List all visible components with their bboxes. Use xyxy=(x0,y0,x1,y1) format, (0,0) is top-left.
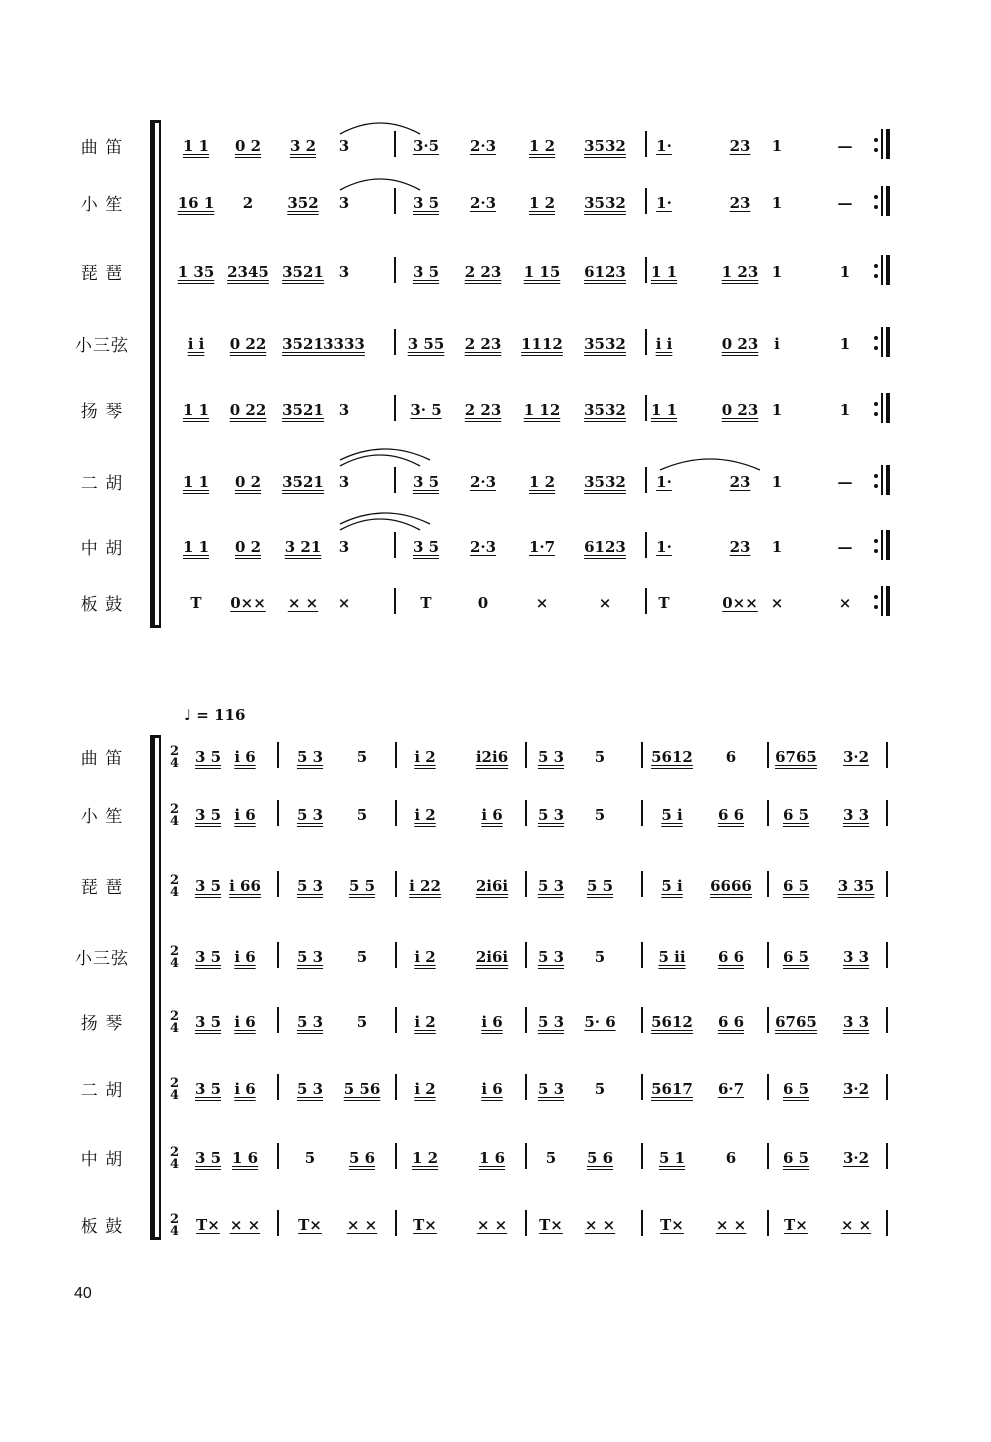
note-group: 1 xyxy=(839,335,851,353)
note-group: 6 6 xyxy=(717,1013,745,1031)
slur xyxy=(340,455,420,466)
note-group: 1· xyxy=(656,194,672,212)
note-group: i 6 xyxy=(234,1013,256,1031)
note-group: 0 2 xyxy=(234,137,262,155)
note-group: × × xyxy=(584,1216,616,1234)
note-group: 0 2 xyxy=(234,538,262,556)
note-group: 3 xyxy=(338,194,350,212)
note-group: 6 5 xyxy=(782,877,810,895)
note-group: 0×× xyxy=(722,594,758,612)
time-signature-bottom: 4 xyxy=(170,956,180,971)
note-group: 1· xyxy=(656,137,672,155)
note-group: 5· 6 xyxy=(584,1013,616,1031)
note-group: 3 5 xyxy=(194,806,222,824)
note-group: 5 xyxy=(594,806,606,824)
note-group: T× xyxy=(660,1216,684,1234)
note-group: 1·7 xyxy=(528,538,556,556)
note-group: 6 6 xyxy=(717,948,745,966)
note-group: 5 xyxy=(356,948,368,966)
note-group: 3·5 xyxy=(412,137,440,155)
note-group: 1 35 xyxy=(177,263,215,281)
note-group: 3532 xyxy=(584,194,626,212)
note-group: 5 3 xyxy=(537,748,565,766)
note-group: 6 5 xyxy=(782,1080,810,1098)
note-group: 3 3 xyxy=(842,948,870,966)
note-group: 0 23 xyxy=(721,401,759,419)
note-group: 6765 xyxy=(775,1013,817,1031)
note-group: 3 xyxy=(338,538,350,556)
instrument-label: 扬 琴 xyxy=(80,402,124,422)
note-group: 3 35 xyxy=(837,877,875,895)
time-signature-top: 2 xyxy=(170,1076,180,1091)
instrument-label: 中 胡 xyxy=(80,1150,124,1170)
note-group: 5 3 xyxy=(296,1080,324,1098)
note-group: 3532 xyxy=(584,137,626,155)
note-group: 1 2 xyxy=(528,137,556,155)
note-group: 6123 xyxy=(584,538,626,556)
time-signature-bottom: 4 xyxy=(170,1224,180,1239)
note-group: 6 6 xyxy=(717,806,745,824)
note-group: 5617 xyxy=(651,1080,693,1098)
note-group: T× xyxy=(196,1216,220,1234)
note-group: 5 3 xyxy=(296,948,324,966)
note-group: 1 1 xyxy=(182,473,210,491)
instrument-label: 小三弦 xyxy=(75,336,129,356)
note-group: i 66 xyxy=(229,877,261,895)
note-group: 1 6 xyxy=(231,1149,259,1167)
note-group: 3 5 xyxy=(412,263,440,281)
note-group: 1 xyxy=(771,538,783,556)
instrument-label: 板 鼓 xyxy=(80,1217,124,1237)
note-group: 3521 xyxy=(282,473,324,491)
note-group: i 2 xyxy=(414,748,436,766)
note-group: i 2 xyxy=(414,806,436,824)
time-signature-bottom: 4 xyxy=(170,756,180,771)
note-group: × × xyxy=(287,594,319,612)
note-group: 3 xyxy=(338,473,350,491)
note-group: 6 xyxy=(725,748,737,766)
note-group: 3 5 xyxy=(412,194,440,212)
instrument-label: 二 胡 xyxy=(80,474,124,494)
note-group: 5 xyxy=(356,1013,368,1031)
note-group: 3521 xyxy=(282,335,324,353)
note-group: × xyxy=(770,594,784,612)
instrument-label: 曲 笛 xyxy=(80,138,124,158)
note-group: 3532 xyxy=(584,335,626,353)
note-group: 5 xyxy=(304,1149,316,1167)
note-group: 5 i xyxy=(661,806,683,824)
note-group: 3·2 xyxy=(842,1149,870,1167)
note-group: 3 21 xyxy=(284,538,322,556)
note-group: × xyxy=(598,594,612,612)
instrument-label: 小 笙 xyxy=(80,807,124,827)
note-group: 3 55 xyxy=(407,335,445,353)
note-group: 2·3 xyxy=(469,538,497,556)
note-group: × × xyxy=(715,1216,747,1234)
note-group: i 6 xyxy=(234,748,256,766)
note-group: 3 5 xyxy=(194,748,222,766)
note-group: 3 xyxy=(338,263,350,281)
note-group: 1 1 xyxy=(182,538,210,556)
tempo-marking: ♩ = 116 xyxy=(184,706,246,724)
note-group: i 6 xyxy=(234,806,256,824)
note-group: i 2 xyxy=(414,948,436,966)
time-signature-top: 2 xyxy=(170,1212,180,1227)
instrument-label: 曲 笛 xyxy=(80,749,124,769)
note-group: 1 xyxy=(771,401,783,419)
note-group: × xyxy=(535,594,549,612)
note-group: 5612 xyxy=(651,748,693,766)
note-group: 1 15 xyxy=(523,263,561,281)
note-group: 5 56 xyxy=(343,1080,381,1098)
note-group: — xyxy=(837,137,853,155)
note-group: × xyxy=(838,594,852,612)
note-group: 1 2 xyxy=(411,1149,439,1167)
note-group: 3 xyxy=(338,401,350,419)
note-group: 6 xyxy=(725,1149,737,1167)
note-group: i i xyxy=(187,335,205,353)
note-group: 352 xyxy=(287,194,319,212)
note-group: — xyxy=(837,538,853,556)
note-group: 2 23 xyxy=(464,401,502,419)
time-signature-bottom: 4 xyxy=(170,885,180,900)
note-group: i2i6 xyxy=(475,748,509,766)
note-group: 5 i xyxy=(661,877,683,895)
note-group: 1 2 xyxy=(528,194,556,212)
note-group: T xyxy=(658,594,670,612)
instrument-label: 扬 琴 xyxy=(80,1014,124,1034)
note-group: 3 3 xyxy=(842,1013,870,1031)
note-group: 1 xyxy=(839,401,851,419)
note-group: 1 xyxy=(771,473,783,491)
note-group: 3532 xyxy=(584,401,626,419)
slur xyxy=(340,123,420,134)
note-group: 0×× xyxy=(230,594,266,612)
note-group: 5 xyxy=(356,748,368,766)
note-group: T× xyxy=(298,1216,322,1234)
instrument-label: 二 胡 xyxy=(80,1081,124,1101)
note-group: 1 xyxy=(771,194,783,212)
note-group: 0 23 xyxy=(721,335,759,353)
note-group: 5 3 xyxy=(296,806,324,824)
note-group: 1· xyxy=(656,538,672,556)
slur xyxy=(340,179,420,190)
note-group: 1112 xyxy=(521,335,563,353)
time-signature-top: 2 xyxy=(170,1145,180,1160)
note-group: 23 xyxy=(729,538,751,556)
slur xyxy=(340,519,420,530)
note-group: 1 1 xyxy=(650,263,678,281)
note-group: i 2 xyxy=(414,1080,436,1098)
time-signature-top: 2 xyxy=(170,1009,180,1024)
note-group: 3 5 xyxy=(412,473,440,491)
note-group: i 6 xyxy=(481,806,503,824)
note-group: 6·7 xyxy=(717,1080,745,1098)
note-group: T× xyxy=(784,1216,808,1234)
page-number: 40 xyxy=(74,1285,92,1302)
note-group: 1 xyxy=(771,263,783,281)
note-group: 5 3 xyxy=(537,1013,565,1031)
note-group: 3 5 xyxy=(194,877,222,895)
note-group: — xyxy=(837,194,853,212)
note-group: i 6 xyxy=(481,1013,503,1031)
note-group: 16 1 xyxy=(177,194,215,212)
note-group: 0 22 xyxy=(229,335,267,353)
note-group: × × xyxy=(346,1216,378,1234)
note-group: × xyxy=(337,594,351,612)
note-group: 2·3 xyxy=(469,473,497,491)
note-group: 2 23 xyxy=(464,263,502,281)
note-group: 1 1 xyxy=(182,401,210,419)
note-group: i 22 xyxy=(409,877,441,895)
note-group: 1 xyxy=(771,137,783,155)
note-group: 3521 xyxy=(282,263,324,281)
note-group: 5 3 xyxy=(537,948,565,966)
note-group: 5 xyxy=(356,806,368,824)
note-group: 3·2 xyxy=(842,1080,870,1098)
note-group: i i xyxy=(655,335,673,353)
note-group: 3333 xyxy=(323,335,365,353)
note-group: 6 5 xyxy=(782,806,810,824)
note-group: 0 xyxy=(477,594,489,612)
note-group: 2·3 xyxy=(469,137,497,155)
time-signature-bottom: 4 xyxy=(170,1088,180,1103)
note-group: 5 3 xyxy=(537,1080,565,1098)
time-signature-top: 2 xyxy=(170,944,180,959)
note-group: 5 6 xyxy=(348,1149,376,1167)
note-group: i 2 xyxy=(414,1013,436,1031)
note-group: 0 22 xyxy=(229,401,267,419)
note-group: T xyxy=(420,594,432,612)
note-group: 2i6i xyxy=(475,877,509,895)
note-group: 5 xyxy=(594,1080,606,1098)
note-group: i xyxy=(774,335,780,353)
time-signature-bottom: 4 xyxy=(170,1157,180,1172)
note-group: 3 5 xyxy=(194,948,222,966)
note-group: 3 5 xyxy=(194,1080,222,1098)
note-group: 3 xyxy=(338,137,350,155)
note-group: 2345 xyxy=(227,263,269,281)
note-group: 3 3 xyxy=(842,806,870,824)
note-group: 1 6 xyxy=(478,1149,506,1167)
note-group: 3· 5 xyxy=(410,401,442,419)
note-group: 5 3 xyxy=(296,877,324,895)
time-signature-bottom: 4 xyxy=(170,1021,180,1036)
slur xyxy=(660,459,760,470)
note-group: 6 5 xyxy=(782,948,810,966)
note-group: 5 5 xyxy=(348,877,376,895)
note-group: × × xyxy=(840,1216,872,1234)
note-group: 3·2 xyxy=(842,748,870,766)
note-group: 23 xyxy=(729,194,751,212)
instrument-label: 小 笙 xyxy=(80,195,124,215)
note-group: — xyxy=(837,473,853,491)
note-group: 6765 xyxy=(775,748,817,766)
note-group: 23 xyxy=(729,473,751,491)
note-group: 5 6 xyxy=(586,1149,614,1167)
note-group: 1 12 xyxy=(523,401,561,419)
note-group: 23 xyxy=(729,137,751,155)
note-group: 2 23 xyxy=(464,335,502,353)
note-group: T× xyxy=(413,1216,437,1234)
note-group: 3 5 xyxy=(412,538,440,556)
note-group: 6666 xyxy=(710,877,752,895)
note-group: 0 2 xyxy=(234,473,262,491)
note-group: i 6 xyxy=(234,1080,256,1098)
note-group: 1· xyxy=(656,473,672,491)
note-group: 5 3 xyxy=(537,806,565,824)
note-group: 5 5 xyxy=(586,877,614,895)
note-group: 3 5 xyxy=(194,1149,222,1167)
note-group: 3 5 xyxy=(194,1013,222,1031)
time-signature-top: 2 xyxy=(170,873,180,888)
note-group: 5 3 xyxy=(296,748,324,766)
note-group: i 6 xyxy=(234,948,256,966)
note-group: 1 2 xyxy=(528,473,556,491)
note-group: 2·3 xyxy=(469,194,497,212)
note-group: 2i6i xyxy=(475,948,509,966)
note-group: 5612 xyxy=(651,1013,693,1031)
note-group: 1 1 xyxy=(650,401,678,419)
note-group: i 6 xyxy=(481,1080,503,1098)
instrument-label: 小三弦 xyxy=(75,949,129,969)
note-group: 5 1 xyxy=(658,1149,686,1167)
note-group: T xyxy=(190,594,202,612)
note-group: 1 1 xyxy=(182,137,210,155)
instrument-label: 板 鼓 xyxy=(80,595,124,615)
time-signature-top: 2 xyxy=(170,802,180,817)
time-signature-top: 2 xyxy=(170,744,180,759)
note-group: 1 23 xyxy=(721,263,759,281)
note-group: 3 2 xyxy=(289,137,317,155)
note-group: × × xyxy=(476,1216,508,1234)
note-group: 6 5 xyxy=(782,1149,810,1167)
note-group: 5 xyxy=(594,748,606,766)
note-group: 5 xyxy=(594,948,606,966)
note-group: 6123 xyxy=(584,263,626,281)
instrument-label: 中 胡 xyxy=(80,539,124,559)
note-group: T× xyxy=(539,1216,563,1234)
note-group: 3521 xyxy=(282,401,324,419)
note-group: 5 3 xyxy=(296,1013,324,1031)
note-group: 5 ii xyxy=(658,948,686,966)
instrument-label: 琵 琶 xyxy=(80,264,124,284)
slur xyxy=(340,513,430,524)
time-signature-bottom: 4 xyxy=(170,814,180,829)
slur xyxy=(340,449,430,460)
note-group: 5 xyxy=(545,1149,557,1167)
note-group: 1 xyxy=(839,263,851,281)
note-group: 2 xyxy=(242,194,254,212)
note-group: × × xyxy=(229,1216,261,1234)
note-group: 5 3 xyxy=(537,877,565,895)
note-group: 3532 xyxy=(584,473,626,491)
instrument-label: 琵 琶 xyxy=(80,878,124,898)
